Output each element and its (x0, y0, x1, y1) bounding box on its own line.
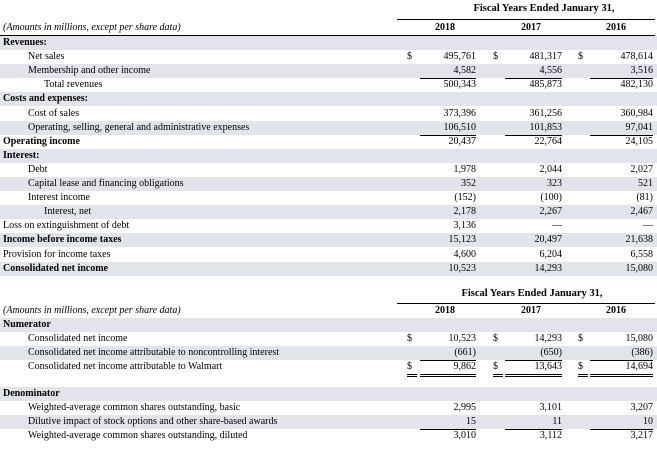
value-cell: 4,582 (420, 64, 476, 79)
table-row (0, 233, 657, 247)
value-cell: 2,467 (630, 206, 653, 217)
row-label: Total revenues (44, 79, 103, 90)
value-cell: 3,101 (539, 402, 562, 413)
value-cell: (661) (420, 346, 476, 361)
row-label: Interest income (28, 192, 90, 203)
currency-symbol: $ (493, 333, 498, 344)
value-cell: 15,080 (625, 263, 653, 274)
value-cell: (152) (420, 191, 476, 206)
value-cell: 10,523 (448, 333, 476, 344)
table-row (0, 163, 657, 177)
table2-note: (Amounts in millions, except per share data) (3, 305, 181, 316)
table-row (0, 360, 657, 374)
value-cell: 11 (505, 415, 562, 430)
value-cell: 2,044 (539, 164, 562, 175)
currency-symbol: $ (493, 51, 498, 62)
table1-column-header-row (0, 21, 657, 35)
value-cell: 3,516 (590, 64, 653, 79)
row-label: Consolidated net income (3, 263, 108, 274)
value-cell: 323 (547, 178, 562, 189)
value-cell: (81) (590, 191, 653, 206)
table-row (0, 262, 657, 276)
value-cell: 101,853 (505, 121, 562, 136)
numerator-heading: Numerator (0, 318, 657, 332)
value-cell: 481,317 (529, 51, 562, 62)
currency-symbol: $ (407, 51, 412, 62)
value-cell: 14,694 (590, 360, 653, 377)
row-label: Consolidated net income (28, 333, 128, 344)
table-row (0, 332, 657, 346)
row-label: Cost of sales (28, 108, 80, 119)
value-cell: (386) (590, 346, 653, 361)
table-row (0, 107, 657, 121)
row-label: Operating income (3, 136, 80, 147)
value-cell: 10,523 (448, 263, 476, 274)
denominator-heading: Denominator (0, 387, 657, 401)
value-cell: 4,556 (505, 64, 562, 79)
value-cell: 478,614 (620, 51, 653, 62)
value-cell: 2,995 (453, 402, 476, 413)
value-cell: 6,558 (590, 248, 653, 263)
value-cell: 500,343 (443, 79, 476, 90)
table-row (0, 191, 657, 205)
year-2017: 2017 (521, 305, 541, 316)
value-cell: 15,080 (625, 333, 653, 344)
table-row (0, 429, 657, 443)
value-cell: 2,027 (630, 164, 653, 175)
year-2016: 2016 (606, 305, 626, 316)
table-row (0, 78, 657, 92)
table1-note: (Amounts in millions, except per share data) (3, 22, 181, 33)
value-cell: 361,256 (529, 108, 562, 119)
value-cell: 15,123 (448, 234, 476, 245)
row-label: Weighted-average common shares outstanding, diluted (28, 430, 248, 441)
value-cell: 3,217 (630, 430, 653, 441)
value-cell: 13,643 (505, 360, 562, 377)
value-cell: 6,204 (505, 248, 562, 263)
value-cell: 21,638 (625, 234, 653, 245)
value-cell: 106,510 (420, 121, 476, 136)
value-cell: 14,293 (534, 263, 562, 274)
table2-header-title: Fiscal Years Ended January 31, (461, 288, 603, 299)
table-row (0, 248, 657, 262)
value-cell: 20,437 (448, 136, 476, 147)
value-cell: 97,041 (590, 121, 653, 136)
table-row (0, 415, 657, 429)
table1-header-title: Fiscal Years Ended January 31, (473, 3, 615, 14)
value-cell: 485,873 (529, 79, 562, 90)
table-row (0, 36, 657, 50)
row-label: Capital lease and financing obligations (28, 178, 184, 189)
value-cell: 4,600 (420, 248, 476, 263)
table2-column-header-row (0, 304, 657, 318)
row-label: Operating, selling, general and administrative expenses (28, 122, 250, 133)
value-cell: 521 (638, 178, 653, 189)
row-label: Interest: (3, 150, 40, 161)
value-cell: (100) (505, 191, 562, 206)
table-row (0, 219, 657, 233)
row-label: Consolidated net income attributable to Walmart (28, 361, 223, 372)
table-row (0, 135, 657, 149)
value-cell: 3,010 (453, 430, 476, 441)
value-cell: 373,396 (443, 108, 476, 119)
currency-symbol: $ (493, 360, 503, 377)
value-cell: (650) (505, 346, 562, 361)
row-label: Revenues: (3, 37, 47, 48)
value-cell: 3,207 (630, 402, 653, 413)
table-row (0, 64, 657, 78)
row-label: Provision for income taxes (3, 249, 111, 260)
value-cell: — (590, 219, 653, 234)
table-row (0, 401, 657, 415)
table-row (0, 149, 657, 163)
year-2016: 2016 (606, 22, 626, 33)
row-label: Membership and other income (28, 65, 151, 76)
value-cell: 352 (461, 178, 476, 189)
value-cell: 10 (590, 415, 653, 430)
table-row (0, 346, 657, 360)
value-cell: 15 (420, 415, 476, 430)
table-row (0, 50, 657, 64)
value-cell: — (505, 219, 562, 234)
row-label: Costs and expenses: (3, 93, 89, 104)
row-label: Interest, net (44, 206, 92, 217)
value-cell: 14,293 (534, 333, 562, 344)
currency-symbol: $ (578, 360, 588, 377)
table-row (0, 92, 657, 106)
year-2018: 2018 (435, 22, 455, 33)
value-cell: 9,862 (420, 360, 476, 377)
row-label: Weighted-average common shares outstanding, basic (28, 402, 241, 413)
row-label: Net sales (28, 51, 65, 62)
value-cell: 482,130 (620, 79, 653, 90)
table-row (0, 177, 657, 191)
value-cell: 2,178 (453, 206, 476, 217)
value-cell: 2,267 (539, 206, 562, 217)
year-2018: 2018 (435, 305, 455, 316)
value-cell: 3,136 (420, 219, 476, 234)
year-2017: 2017 (521, 22, 541, 33)
currency-symbol: $ (407, 360, 417, 377)
value-cell: 22,764 (534, 136, 562, 147)
row-label: Debt (28, 164, 48, 175)
value-cell: 20,497 (534, 234, 562, 245)
currency-symbol: $ (407, 333, 412, 344)
value-cell: 360,984 (620, 108, 653, 119)
table-row (0, 121, 657, 135)
value-cell: 1,978 (453, 164, 476, 175)
row-label: Dilutive impact of stock options and other share-based awards (28, 416, 278, 427)
value-cell: 495,761 (443, 51, 476, 62)
value-cell: 24,105 (625, 136, 653, 147)
row-label: Consolidated net income attributable to noncontrolling interest (28, 347, 280, 358)
currency-symbol: $ (578, 333, 583, 344)
row-label: Income before income taxes (3, 234, 122, 245)
table-row (0, 205, 657, 219)
row-label: Loss on extinguishment of debt (3, 220, 130, 231)
currency-symbol: $ (578, 51, 583, 62)
value-cell: 3,112 (539, 430, 562, 441)
